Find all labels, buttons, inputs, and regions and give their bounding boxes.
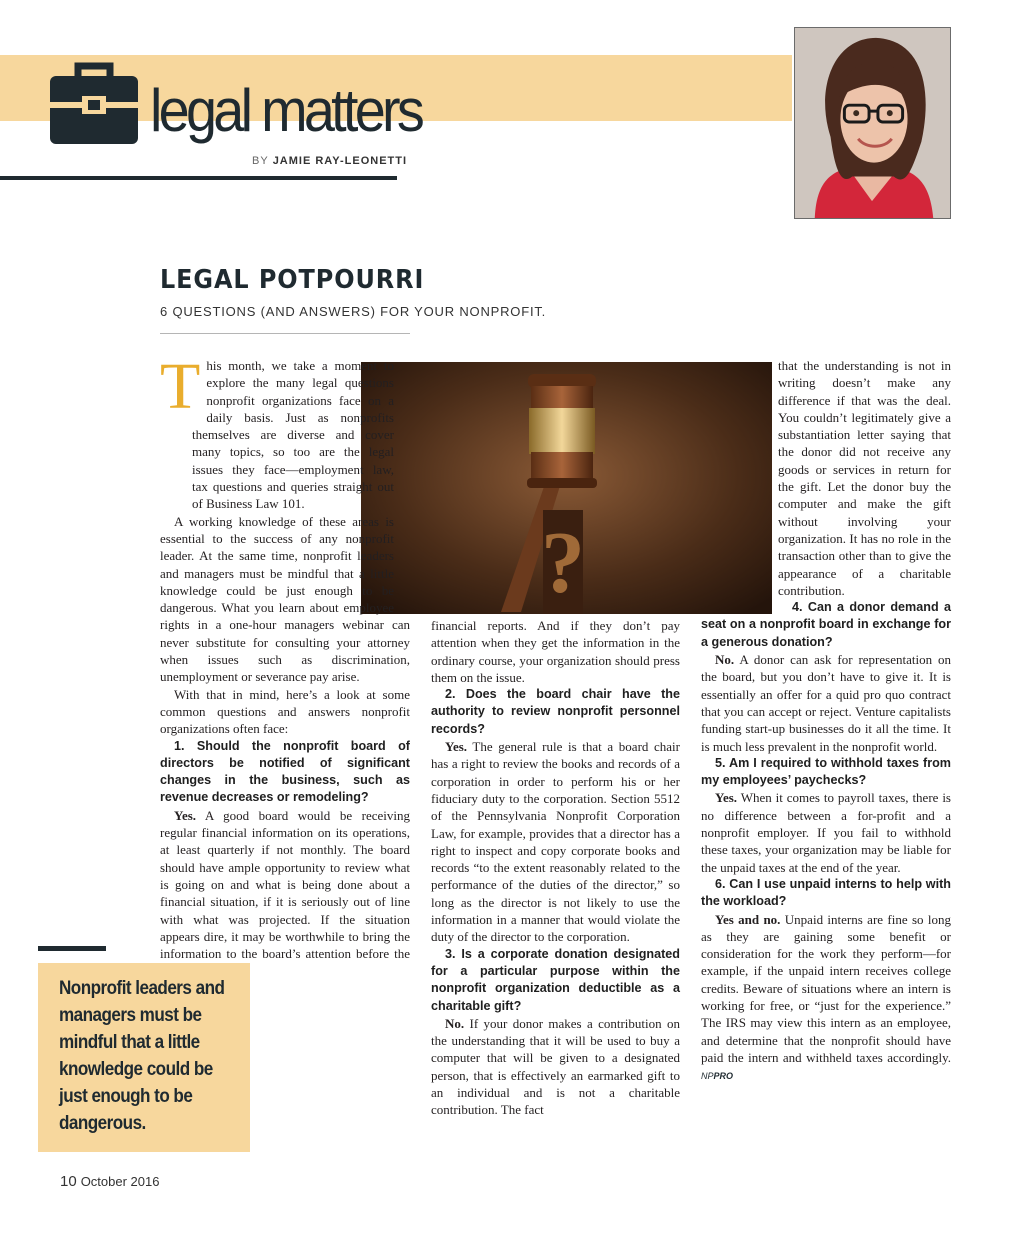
answer-lead: Yes and no. xyxy=(715,911,781,927)
pullquote-box xyxy=(38,963,250,1152)
answer-text: The general rule is that a board chair has a right to review the books and records of a corporation in order to perform his or her fiduciary duty to the corporation. Section 5512 of the Pennsylvania Nonprofit Corporation Law, for example, provides that a director has a right to inspect and copy corporate books and records “to the extent reasonably related to the performance of the duties of the director,” so long as the director is not likely to use the information in a manner that would violate the duty of the director to the corporation. xyxy=(431,739,680,945)
issue-date: October 2016 xyxy=(80,1174,160,1189)
answer-text: A good board would be receiving regular financial information on its operations, at least quarterly if not monthly. The board should have ample opportunity to review what is going on and what is being done about a financial situation, if it is seriously out of line with what was projected. If the situation appears dire, it may be worthwhile to bring the information to the board’s attention before the xyxy=(160,807,410,962)
answer-4 xyxy=(701,651,951,755)
pullquote-text: Nonprofit leaders and managers must be mindful that a little knowledge could be just enough to be dangerous. xyxy=(59,978,225,1134)
image-spacer xyxy=(394,357,410,613)
article-headline: LEGAL POTPOURRI xyxy=(160,265,425,295)
signature-np: NP xyxy=(701,1071,714,1082)
drop-cap: T xyxy=(160,350,201,423)
page-folio xyxy=(60,1173,159,1190)
column-1 xyxy=(160,350,410,980)
author-name: JAMIE RAY-LEONETTI xyxy=(272,155,408,167)
body-paragraph: financial reports. And if they don’t pay attention when they get the information in the ordinary course, your organization should press them on the issue. xyxy=(431,618,680,685)
column-2 xyxy=(431,617,680,1119)
answer-1 xyxy=(160,807,410,980)
pullquote-rule xyxy=(38,946,106,951)
image-spacer xyxy=(701,357,778,613)
body-paragraph: that the understanding is not in writing doesn’t make any difference if that was the deal. You couldn’t legitimately give a substantiation letter saying that the donor did not receive any goods or services in return for the gift. Let the donor buy the computer and make the gift without involving your organization. It has no role in the transaction other than to give the appearance of a charitable contribution. xyxy=(778,358,951,598)
body-paragraph: A working knowledge of these areas is essential to the success of any nonprofit leader. At the same time, nonprofit leaders and managers must be mindful that a little knowledge could be just enough to be dangerous. What you learn about employee rights in a one-hour managers webinar can never substitute for consulting your attorney when issues such as discrimination, unemployment or severance pay arise. xyxy=(160,513,410,685)
byline xyxy=(252,155,407,167)
question-1: 1. Should the nonprofit board of directors be notified of significant changes in the business, such as revenue decreases or remodeling? xyxy=(160,738,410,805)
answer-lead: No. xyxy=(445,1015,465,1031)
column-3-wrap xyxy=(701,357,951,599)
question-4: 4. Can a donor demand a seat on a nonprofit board in exchange for a generous donation? xyxy=(701,600,951,649)
header-rule xyxy=(0,176,397,180)
byline-prefix: BY xyxy=(252,155,269,167)
answer-text: If your donor makes a contribution on the understanding that it will be used to buy a computer that will be given to a designated person, that is effectively an earmarked gift to an individual and is not a charitable contribution. The fact xyxy=(431,1015,680,1118)
answer-lead: No. xyxy=(715,652,735,668)
answer-text: Unpaid interns are fine so long as they are gaining some benefit or consideration for the work they perform—for example, if the unpaid intern receives college credits. Beware of situations where an intern is working for free, or “just for the experience.” The IRS may view this intern as an employee, and determine that the nonprofit should have paid the intern and withheld taxes accordingly. xyxy=(701,911,951,1065)
svg-text:?: ? xyxy=(541,515,585,612)
page-number: 10 xyxy=(60,1173,77,1190)
deck-divider xyxy=(160,333,410,334)
column-3 xyxy=(701,357,951,1085)
magazine-signature xyxy=(701,1071,733,1081)
body-paragraph: With that in mind, here’s a look at some common questions and answers nonprofit organizations often face: xyxy=(160,686,410,737)
question-2: 2. Does the board chair have the authority to review nonprofit personnel records? xyxy=(431,687,680,736)
question-5: 5. Am I required to withhold taxes from my employees’ paychecks? xyxy=(701,755,951,788)
question-6: 6. Can I use unpaid interns to help with the workload? xyxy=(701,876,951,909)
answer-text: When it comes to payroll taxes, there is no difference between a for-profit and a nonprofit employer. If you fail to withhold these taxes, your organization may be liable for the unpaid taxes at the end of the year. xyxy=(701,790,951,875)
answer-lead: Yes. xyxy=(174,807,197,823)
question-3: 3. Is a corporate donation designated for a particular purpose within the nonprofit organization deductible as a charitable gift? xyxy=(431,946,680,1013)
intro-paragraph: his month, we take a moment to explore the many legal questions nonprofit organizations face on a daily basis. Just as nonprofits themselves are diverse and cover many topics, so too are the legal issues they face—employment law, tax questions and queries straight out of Business Law 101. xyxy=(192,358,394,512)
answer-text: A donor can ask for representation on the board, but you don’t have to give it. It is essentially an offer for a quid pro quo contract that you can accept or reject. Venture capitalists funding start-up businesses do it all the time. It is much less prevalent in the nonprofit world. xyxy=(701,652,951,754)
answer-3 xyxy=(431,1015,680,1119)
briefcase-icon xyxy=(48,62,140,148)
answer-6 xyxy=(701,911,951,1086)
author-photo xyxy=(794,27,951,219)
answer-lead: Yes. xyxy=(445,739,468,755)
answer-lead: Yes. xyxy=(715,790,738,806)
answer-5 xyxy=(701,789,951,875)
answer-2 xyxy=(431,738,680,946)
article-deck: 6 QUESTIONS (AND ANSWERS) FOR YOUR NONPROFIT. xyxy=(160,304,547,319)
section-title: legal matters xyxy=(150,77,422,144)
signature-pro: PRO xyxy=(713,1071,734,1082)
